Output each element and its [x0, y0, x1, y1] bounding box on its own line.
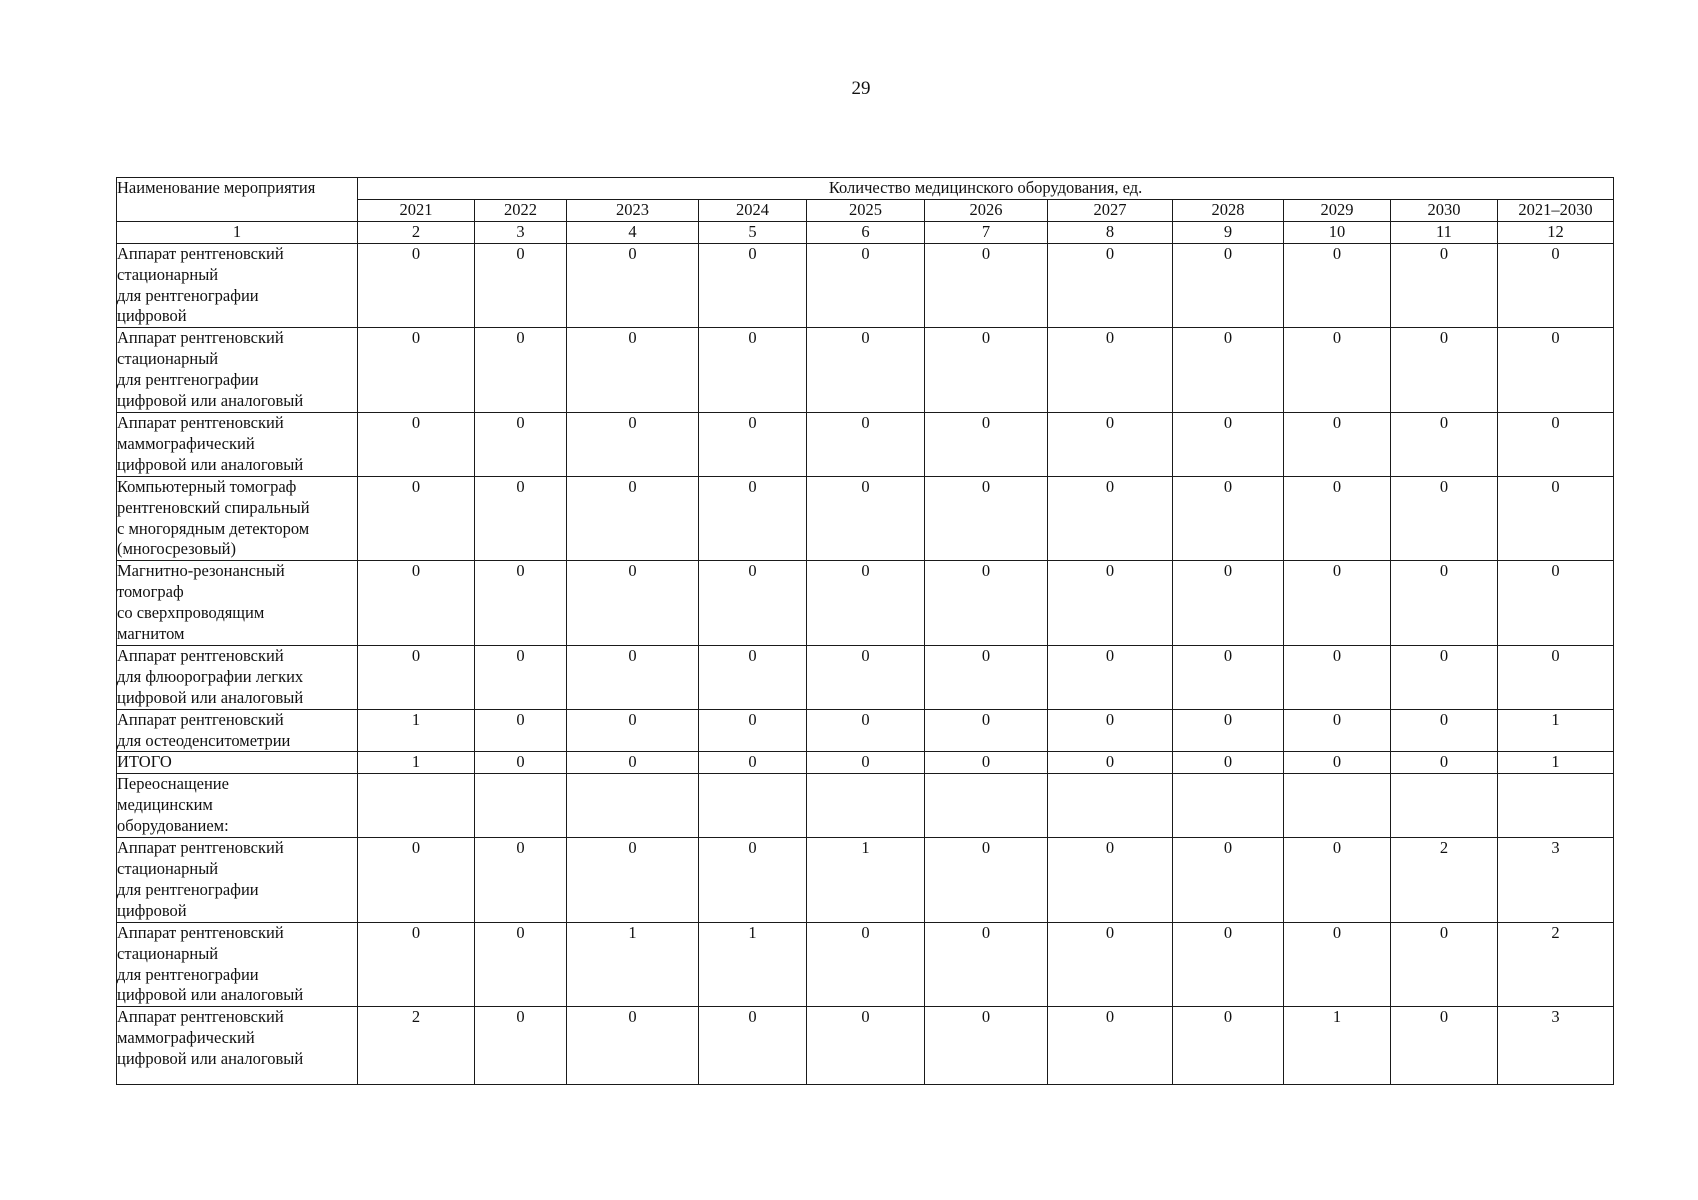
cell-value: 0	[1048, 328, 1173, 413]
cell-value: 0	[699, 838, 807, 923]
cell-value: 0	[925, 838, 1048, 923]
cell-value: 2	[1498, 922, 1614, 1007]
column-number: 1	[117, 221, 358, 243]
cell-value: 0	[1498, 243, 1614, 328]
cell-value: 0	[1048, 476, 1173, 561]
cell-value	[1284, 774, 1391, 838]
cell-value: 0	[1048, 243, 1173, 328]
row-name	[117, 412, 358, 476]
cell-value	[358, 774, 475, 838]
row-name-line: стационарный	[117, 859, 219, 878]
row-name-line: маммографический	[117, 1028, 255, 1048]
column-number: 7	[925, 221, 1048, 243]
cell-value: 3	[1498, 838, 1614, 923]
cell-value: 0	[807, 752, 925, 774]
cell-value: 0	[1284, 645, 1391, 709]
row-name-line: для флюорографии легких	[117, 666, 304, 686]
row-name-line: оборудованием:	[117, 816, 229, 836]
row-name-line: для рентгенографии	[117, 879, 259, 899]
year-header: 2027	[1048, 199, 1173, 221]
cell-value: 0	[358, 922, 475, 1007]
cell-value: 0	[567, 561, 699, 646]
cell-value: 0	[1048, 752, 1173, 774]
row-name-line: стационарный	[117, 943, 219, 963]
row-name-line: Аппарат рентгеновский	[117, 412, 284, 432]
table-row	[117, 243, 1614, 328]
row-name-line: цифровой или аналоговый	[117, 687, 304, 707]
cell-value: 0	[358, 328, 475, 413]
cell-value	[699, 774, 807, 838]
cell-value: 0	[925, 922, 1048, 1007]
cell-value: 0	[925, 561, 1048, 646]
row-name	[117, 328, 358, 413]
row-name	[117, 774, 358, 838]
cell-value: 0	[475, 476, 567, 561]
cell-value: 0	[475, 243, 567, 328]
cell-value: 0	[1048, 922, 1173, 1007]
header-name: Наименование мероприятия	[117, 178, 358, 222]
cell-value	[1498, 774, 1614, 838]
column-numbers-row	[117, 221, 1614, 243]
cell-value: 0	[475, 1007, 567, 1085]
equipment-table	[116, 177, 1614, 1085]
year-header: 2023	[567, 199, 699, 221]
row-name	[117, 752, 358, 774]
cell-value: 0	[699, 243, 807, 328]
table-row	[117, 645, 1614, 709]
row-name	[117, 922, 358, 1007]
column-number: 11	[1391, 221, 1498, 243]
row-name-line: рентгеновский спиральный	[117, 497, 310, 517]
row-name-line: Магнитно-резонансный	[117, 561, 285, 581]
row-name	[117, 709, 358, 752]
cell-value: 0	[807, 412, 925, 476]
cell-value	[475, 774, 567, 838]
cell-value: 0	[358, 838, 475, 923]
row-name-line: цифровой или аналоговый	[117, 391, 304, 411]
cell-value: 2	[358, 1007, 475, 1085]
row-name-line: цифровой или аналоговый	[117, 454, 304, 474]
row-name-line: с многорядным детектором	[117, 518, 310, 538]
cell-value: 0	[567, 476, 699, 561]
cell-value: 0	[1284, 243, 1391, 328]
cell-value: 1	[567, 922, 699, 1007]
row-name-line: Аппарат рентгеновский	[117, 1007, 284, 1027]
cell-value: 0	[1498, 645, 1614, 709]
cell-value: 1	[699, 922, 807, 1007]
cell-value: 0	[1498, 476, 1614, 561]
cell-value: 0	[807, 922, 925, 1007]
cell-value: 0	[807, 476, 925, 561]
cell-value: 0	[925, 645, 1048, 709]
cell-value: 0	[567, 412, 699, 476]
cell-value	[1173, 774, 1284, 838]
cell-value: 1	[358, 709, 475, 752]
row-name-line: томограф	[117, 582, 184, 602]
cell-value: 0	[358, 243, 475, 328]
cell-value: 0	[1048, 412, 1173, 476]
row-name-line: для рентгенографии	[117, 370, 259, 390]
cell-value	[567, 774, 699, 838]
cell-value: 0	[567, 752, 699, 774]
cell-value: 0	[1284, 476, 1391, 561]
row-name-line: Переоснащение	[117, 774, 229, 794]
cell-value: 0	[925, 412, 1048, 476]
cell-value: 0	[1284, 922, 1391, 1007]
row-name-line: стационарный	[117, 264, 219, 284]
cell-value: 0	[475, 752, 567, 774]
row-name	[117, 1007, 358, 1085]
cell-value: 0	[1498, 561, 1614, 646]
cell-value: 0	[1498, 328, 1614, 413]
table-row	[117, 1007, 1614, 1085]
cell-value: 0	[1173, 752, 1284, 774]
cell-value: 0	[1173, 243, 1284, 328]
row-name	[117, 645, 358, 709]
row-name-line: цифровой	[117, 306, 187, 326]
year-header: 2025	[807, 199, 925, 221]
cell-value: 0	[699, 328, 807, 413]
table-row	[117, 774, 1614, 838]
table-row	[117, 412, 1614, 476]
cell-value: 0	[567, 838, 699, 923]
cell-value: 0	[699, 709, 807, 752]
cell-value	[925, 774, 1048, 838]
cell-value: 0	[1498, 412, 1614, 476]
column-number: 4	[567, 221, 699, 243]
cell-value	[807, 774, 925, 838]
cell-value: 0	[567, 328, 699, 413]
column-number: 5	[699, 221, 807, 243]
row-name-line: Аппарат рентгеновский	[117, 709, 284, 729]
cell-value: 0	[567, 243, 699, 328]
cell-value: 1	[358, 752, 475, 774]
cell-value: 0	[1284, 328, 1391, 413]
cell-value: 0	[1284, 752, 1391, 774]
cell-value: 0	[1391, 412, 1498, 476]
cell-value: 0	[1173, 476, 1284, 561]
cell-value: 1	[1498, 709, 1614, 752]
cell-value: 0	[1391, 476, 1498, 561]
cell-value: 0	[699, 476, 807, 561]
cell-value: 3	[1498, 1007, 1614, 1085]
cell-value: 0	[1173, 412, 1284, 476]
cell-value: 0	[1284, 838, 1391, 923]
row-name-line: Компьютерный томограф	[117, 476, 297, 496]
year-header: 2022	[475, 199, 567, 221]
row-name-line: цифровой или аналоговый	[117, 1049, 304, 1069]
cell-value: 0	[1391, 243, 1498, 328]
cell-value: 0	[475, 838, 567, 923]
cell-value: 0	[1391, 752, 1498, 774]
cell-value	[1391, 774, 1498, 838]
cell-value: 0	[699, 1007, 807, 1085]
cell-value: 0	[699, 645, 807, 709]
year-header: 2026	[925, 199, 1048, 221]
row-name-line: стационарный	[117, 349, 219, 369]
cell-value: 0	[807, 709, 925, 752]
year-header: 2021–2030	[1498, 199, 1614, 221]
table-row	[117, 922, 1614, 1007]
cell-value: 0	[1173, 645, 1284, 709]
table-row	[117, 752, 1614, 774]
row-name-line: для остеоденситометрии	[117, 730, 291, 750]
row-name-line: Аппарат рентгеновский	[117, 243, 284, 263]
cell-value: 0	[807, 645, 925, 709]
year-header: 2021	[358, 199, 475, 221]
column-number: 8	[1048, 221, 1173, 243]
cell-value: 0	[1391, 709, 1498, 752]
cell-value: 0	[807, 1007, 925, 1085]
cell-value: 0	[925, 752, 1048, 774]
cell-value: 2	[1391, 838, 1498, 923]
row-name-line: цифровой	[117, 900, 187, 920]
cell-value: 0	[475, 412, 567, 476]
cell-value: 0	[1391, 1007, 1498, 1085]
row-name-line: маммографический	[117, 433, 255, 453]
cell-value: 0	[699, 752, 807, 774]
row-name-line: для рентгенографии	[117, 285, 259, 305]
row-name-line: медицинским	[117, 795, 213, 815]
year-header: 2030	[1391, 199, 1498, 221]
cell-value: 0	[358, 412, 475, 476]
cell-value: 0	[1173, 922, 1284, 1007]
row-name	[117, 838, 358, 923]
cell-value: 0	[358, 561, 475, 646]
cell-value: 0	[1391, 561, 1498, 646]
row-name-line: (многосрезовый)	[117, 539, 237, 559]
row-name-line: Аппарат рентгеновский	[117, 645, 284, 665]
column-number: 12	[1498, 221, 1614, 243]
year-header: 2024	[699, 199, 807, 221]
cell-value: 0	[1391, 922, 1498, 1007]
column-number: 9	[1173, 221, 1284, 243]
column-number: 10	[1284, 221, 1391, 243]
cell-value: 0	[475, 561, 567, 646]
cell-value: 0	[475, 709, 567, 752]
cell-value: 0	[1173, 561, 1284, 646]
column-number: 2	[358, 221, 475, 243]
cell-value: 0	[807, 328, 925, 413]
cell-value: 0	[1391, 645, 1498, 709]
year-header: 2028	[1173, 199, 1284, 221]
cell-value: 0	[925, 709, 1048, 752]
cell-value: 0	[475, 922, 567, 1007]
page-number: 29	[851, 78, 871, 99]
cell-value: 0	[1391, 328, 1498, 413]
row-name	[117, 561, 358, 646]
row-name-line: ИТОГО	[117, 752, 172, 772]
row-name-line: магнитом	[117, 624, 185, 644]
table-row	[117, 476, 1614, 561]
cell-value: 0	[567, 645, 699, 709]
cell-value: 0	[358, 476, 475, 561]
cell-value: 0	[699, 412, 807, 476]
header-row	[117, 178, 1614, 200]
cell-value: 1	[807, 838, 925, 923]
table-row	[117, 328, 1614, 413]
row-name-line: Аппарат рентгеновский	[117, 328, 284, 348]
column-number: 6	[807, 221, 925, 243]
cell-value: 0	[925, 1007, 1048, 1085]
row-name	[117, 243, 358, 328]
cell-value: 0	[1048, 709, 1173, 752]
cell-value: 0	[1284, 709, 1391, 752]
cell-value: 0	[475, 645, 567, 709]
cell-value: 0	[1173, 328, 1284, 413]
cell-value	[1048, 774, 1173, 838]
table-row	[117, 561, 1614, 646]
row-name-line: для рентгенографии	[117, 964, 259, 984]
year-header: 2029	[1284, 199, 1391, 221]
cell-value: 1	[1284, 1007, 1391, 1085]
cell-value: 0	[1173, 1007, 1284, 1085]
cell-value: 0	[1048, 645, 1173, 709]
cell-value: 0	[1048, 561, 1173, 646]
table-row	[117, 709, 1614, 752]
row-name-line: со сверхпроводящим	[117, 603, 265, 623]
cell-value: 0	[567, 709, 699, 752]
cell-value: 0	[475, 328, 567, 413]
cell-value: 0	[699, 561, 807, 646]
row-name-line: цифровой или аналоговый	[117, 985, 304, 1005]
cell-value: 0	[1048, 1007, 1173, 1085]
cell-value: 0	[1173, 838, 1284, 923]
table-row	[117, 838, 1614, 923]
cell-value: 0	[358, 645, 475, 709]
cell-value: 0	[1284, 412, 1391, 476]
cell-value: 0	[1048, 838, 1173, 923]
cell-value: 0	[1173, 709, 1284, 752]
column-number: 3	[475, 221, 567, 243]
row-name-line: Аппарат рентгеновский	[117, 838, 284, 858]
cell-value: 0	[925, 476, 1048, 561]
cell-value: 0	[1284, 561, 1391, 646]
cell-value: 0	[807, 243, 925, 328]
cell-value: 0	[925, 243, 1048, 328]
cell-value: 0	[807, 561, 925, 646]
header-group: Количество медицинского оборудования, ед.	[358, 178, 1614, 200]
cell-value: 0	[567, 1007, 699, 1085]
cell-value: 0	[925, 328, 1048, 413]
row-name-line: Аппарат рентгеновский	[117, 922, 284, 942]
cell-value: 1	[1498, 752, 1614, 774]
row-name	[117, 476, 358, 561]
